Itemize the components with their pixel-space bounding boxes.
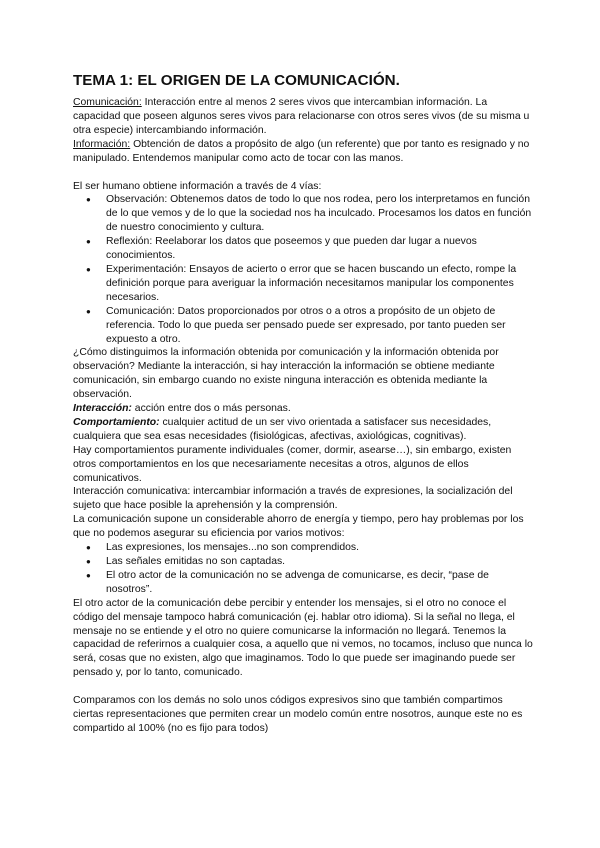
list-item: ● El otro actor de la comunicación no se advenga de comunicarse, es decir, “pase de nosotros”.	[106, 569, 533, 597]
vias-intro: El ser humano obtiene información a través de 4 vías:	[73, 180, 322, 192]
definition-informacion	[73, 138, 533, 166]
list-item: ● Comunicación: Datos proporcionados por otros o a otros a propósito de un objeto de referencia. Todo lo que pueda ser pensado puede ser expresado, por tanto pueden ser expuesto a otro.	[106, 305, 533, 347]
paragraph-ahorro: La comunicación supone un considerable ahorro de energía y tiempo, pero hay problemas por los que no podemos asegurar su eficiencia por varios motivos:	[73, 514, 524, 540]
paragraph-comparamos: Comparamos con los demás no solo unos códigos expresivos sino que también compartimos ciertas representaciones que permiten crear un modelo común entre nosotros, aunque este no es compartido al 100% (no es fijo para todos)	[73, 695, 523, 734]
page-title: TEMA 1: EL ORIGEN DE LA COMUNICACIÓN.	[73, 72, 400, 89]
term-comunicacion: Comunicación:	[73, 97, 142, 108]
definition-comportamiento	[73, 416, 533, 444]
paragraph-pregunta: ¿Cómo distinguimos la información obtenida por comunicación y la información obtenida por observación? Mediante la interacción, si hay interacción la información se obtiene mediante comunicación, sin embargo cuando no existe ninguna interacción es obtenida mediante la observación.	[73, 347, 499, 401]
term-informacion: Información:	[73, 138, 131, 150]
definition-comunicacion	[73, 96, 533, 138]
paragraph-interaccion-comunicativa: Interacción comunicativa: intercambiar información a través de expresiones, la socialización del sujeto que hace posible la aprehensión y la comprensión.	[73, 486, 513, 512]
list-item: ● Reflexión: Reelaborar los datos que poseemos y que pueden dar lugar a nuevos conocimientos.	[106, 235, 533, 263]
term-comportamiento: Comportamiento:	[73, 416, 160, 428]
definition-interaccion	[73, 402, 533, 416]
paragraph-comportamientos: Hay comportamientos puramente individuales (comer, dormir, asearse…), sin embargo, existen otros comportamientos en los que necesariamente necesitas a otros, algunos de ellos comunicativos.	[73, 444, 512, 484]
definition-text: Interacción entre al menos 2 seres vivos que intercambian información. La capacidad que poseen algunos seres vivos para relacionarse con otros seres vivos (de su misma u otra especie) intercambiando información.	[73, 97, 530, 136]
document-page	[73, 72, 533, 736]
definition-text: Obtención de datos a propósito de algo (un referente) que por tanto es resignado y no manipulado. Entendemos manipular como acto de tocar con las manos.	[73, 138, 530, 164]
list-item: ● Experimentación: Ensayos de acierto o error que se hacen buscando un efecto, rompe la definición porque para averiguar la información necesitamos manipular los componentes necesarios.	[106, 263, 533, 305]
list-item: ● Las expresiones, los mensajes...no son comprendidos.	[106, 541, 533, 555]
list-item: ● Observación: Obtenemos datos de todo lo que nos rodea, pero los interpretamos en función de lo que vemos y de lo que la sociedad nos ha inculcado. Procesamos los datos en función de nuestro conocimiento y cultura.	[106, 193, 533, 235]
definition-text: acción entre dos o más personas.	[131, 403, 291, 415]
term-interaccion: Interacción:	[73, 403, 132, 415]
vias-list	[73, 193, 533, 346]
definition-text: cualquier actitud de un ser vivo orientada a satisfacer sus necesidades, cualquiera que sea esas necesidades (fisiológicas, afectivas, axiológicas, cognitivas).	[73, 416, 492, 442]
list-item: ● Las señales emitidas no son captadas.	[106, 555, 533, 569]
motivos-list	[73, 541, 533, 597]
paragraph-otro-actor: El otro actor de la comunicación debe percibir y entender los mensajes, si el otro no conoce el código del mensaje tampoco habrá comunicación (ej. hablar otro idioma). Si la señal no llega, el mensaje no se entiende y el otro no quiere comunicarse la información no llegará. Tenemos la capacidad de referirnos a cualquier cosa, a aquello que ni vemos, no tocamos, incluso que nunca lo será, cosas que no existen, algo que imaginamos. Todo lo que puede ser imaginando puede ser pensado y, por lo tanto, comunicado.	[73, 597, 533, 679]
